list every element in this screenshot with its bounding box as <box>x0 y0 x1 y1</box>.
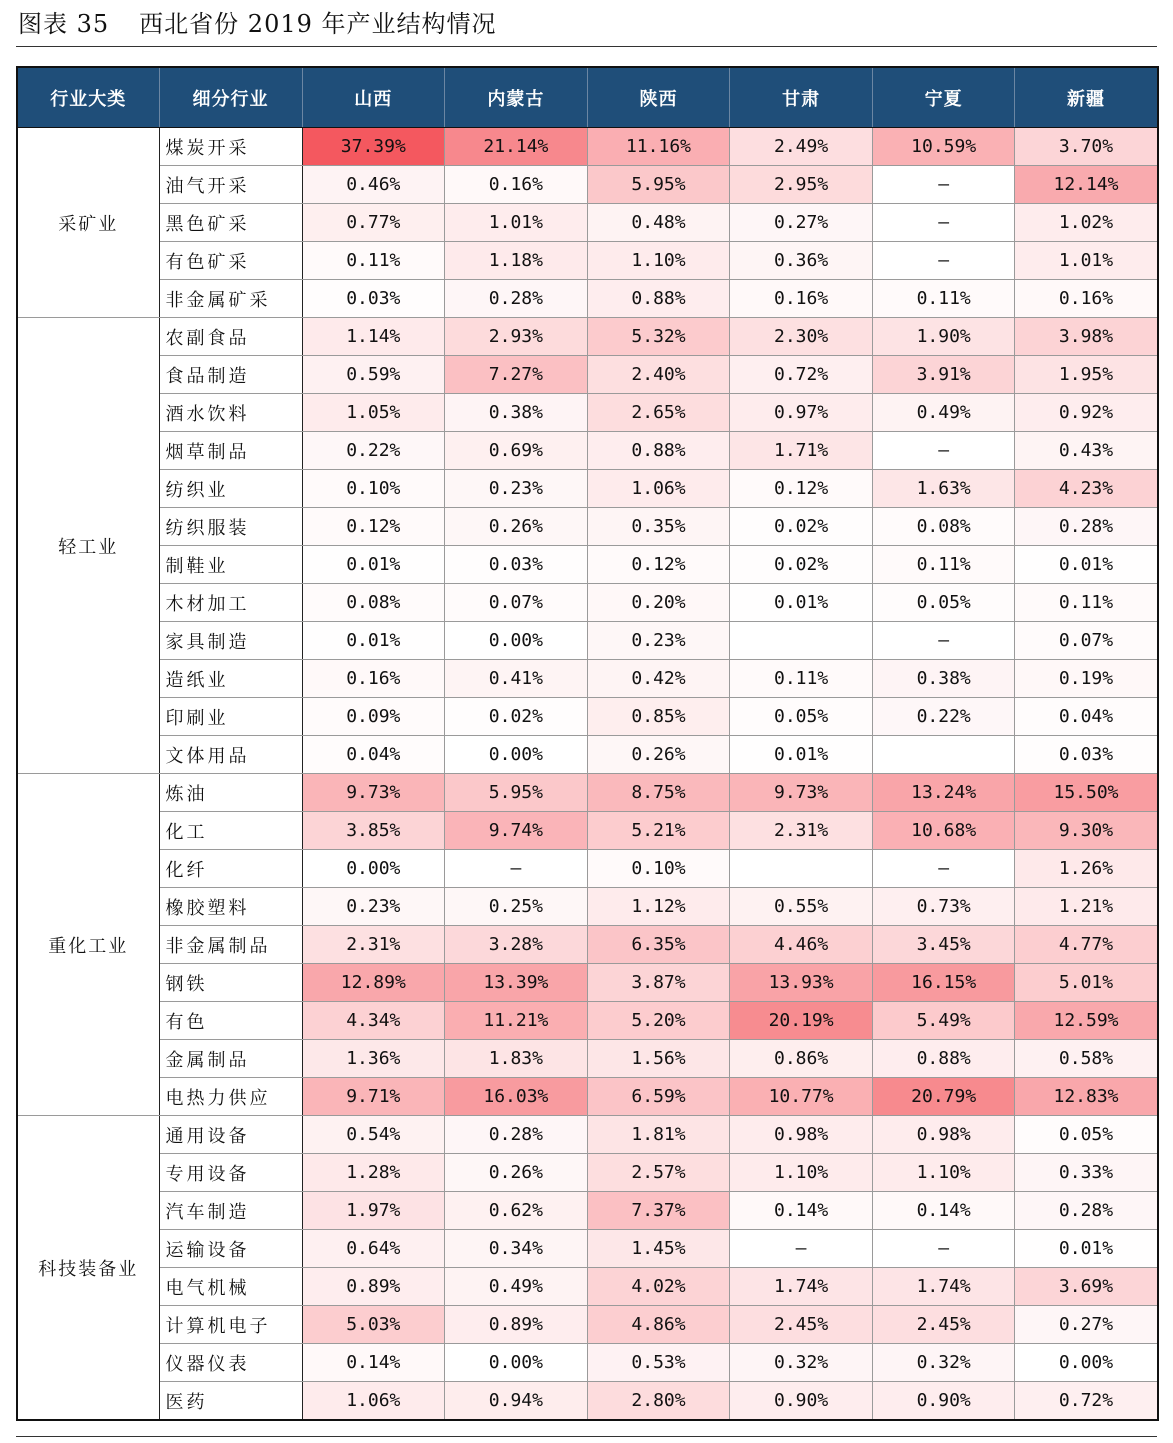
value-cell: 16.15% <box>872 964 1015 1002</box>
value-cell: 0.07% <box>1015 622 1158 660</box>
value-cell: 0.98% <box>730 1116 873 1154</box>
value-cell: 0.20% <box>587 584 730 622</box>
value-cell: 1.14% <box>302 318 445 356</box>
table-header <box>17 67 1158 128</box>
value-cell: 0.28% <box>1015 1192 1158 1230</box>
value-cell: 1.10% <box>587 242 730 280</box>
table-row <box>17 166 1158 204</box>
value-cell: – <box>872 432 1015 470</box>
figure-number: 图表 35 <box>18 10 110 38</box>
value-cell: 0.22% <box>302 432 445 470</box>
value-cell: 2.80% <box>587 1382 730 1421</box>
value-cell: 9.74% <box>445 812 588 850</box>
value-cell: 2.49% <box>730 128 873 166</box>
footer-rule <box>16 1436 1157 1437</box>
value-cell: 0.41% <box>445 660 588 698</box>
value-cell: – <box>872 850 1015 888</box>
value-cell: 0.11% <box>302 242 445 280</box>
category-cell: 采矿业 <box>17 128 159 318</box>
value-cell: 0.88% <box>587 280 730 318</box>
value-cell: 0.32% <box>872 1344 1015 1382</box>
subindustry-cell: 有色矿采 <box>159 242 302 280</box>
value-cell: 6.35% <box>587 926 730 964</box>
value-cell: 12.89% <box>302 964 445 1002</box>
table-row <box>17 318 1158 356</box>
value-cell: 4.34% <box>302 1002 445 1040</box>
value-cell: 2.93% <box>445 318 588 356</box>
table-row <box>17 698 1158 736</box>
header-category: 行业大类 <box>17 67 159 128</box>
value-cell: 3.91% <box>872 356 1015 394</box>
value-cell: 0.88% <box>587 432 730 470</box>
value-cell: 0.04% <box>1015 698 1158 736</box>
value-cell: 0.36% <box>730 242 873 280</box>
value-cell: 4.86% <box>587 1306 730 1344</box>
table-row <box>17 128 1158 166</box>
value-cell: 1.01% <box>445 204 588 242</box>
value-cell: 0.01% <box>1015 546 1158 584</box>
value-cell: 0.38% <box>872 660 1015 698</box>
value-cell: 3.28% <box>445 926 588 964</box>
value-cell: – <box>872 1230 1015 1268</box>
value-cell: 0.01% <box>730 736 873 774</box>
value-cell: 7.37% <box>587 1192 730 1230</box>
value-cell: 0.58% <box>1015 1040 1158 1078</box>
table-row <box>17 850 1158 888</box>
value-cell: 1.36% <box>302 1040 445 1078</box>
value-cell: 0.26% <box>445 1154 588 1192</box>
value-cell: 0.90% <box>730 1382 873 1421</box>
value-cell: – <box>445 850 588 888</box>
subindustry-cell: 运输设备 <box>159 1230 302 1268</box>
subindustry-cell: 电热力供应 <box>159 1078 302 1116</box>
value-cell: 0.01% <box>1015 1230 1158 1268</box>
value-cell: 0.49% <box>445 1268 588 1306</box>
value-cell: 0.07% <box>445 584 588 622</box>
table-row <box>17 622 1158 660</box>
value-cell: 9.73% <box>730 774 873 812</box>
value-cell: 11.21% <box>445 1002 588 1040</box>
figure-caption: 西北省份 2019 年产业结构情况 <box>139 10 497 38</box>
value-cell: 0.32% <box>730 1344 873 1382</box>
value-cell: 0.03% <box>1015 736 1158 774</box>
value-cell: 5.03% <box>302 1306 445 1344</box>
value-cell: 7.27% <box>445 356 588 394</box>
value-cell: 0.46% <box>302 166 445 204</box>
value-cell: 20.79% <box>872 1078 1015 1116</box>
subindustry-cell: 文体用品 <box>159 736 302 774</box>
table-row <box>17 470 1158 508</box>
value-cell: 0.11% <box>730 660 873 698</box>
value-cell: 0.28% <box>445 1116 588 1154</box>
value-cell: 0.35% <box>587 508 730 546</box>
value-cell: 2.95% <box>730 166 873 204</box>
value-cell <box>730 622 873 660</box>
value-cell: – <box>872 622 1015 660</box>
value-cell: 0.02% <box>730 508 873 546</box>
value-cell: 0.16% <box>445 166 588 204</box>
value-cell: 1.45% <box>587 1230 730 1268</box>
value-cell: 4.02% <box>587 1268 730 1306</box>
value-cell: 12.59% <box>1015 1002 1158 1040</box>
subindustry-cell: 农副食品 <box>159 318 302 356</box>
subindustry-cell: 印刷业 <box>159 698 302 736</box>
subindustry-cell: 金属制品 <box>159 1040 302 1078</box>
value-cell: 0.34% <box>445 1230 588 1268</box>
value-cell: 0.97% <box>730 394 873 432</box>
value-cell: 0.01% <box>302 622 445 660</box>
value-cell: 1.26% <box>1015 850 1158 888</box>
value-cell: 5.95% <box>445 774 588 812</box>
value-cell: 0.92% <box>1015 394 1158 432</box>
value-cell: 13.39% <box>445 964 588 1002</box>
category-cell: 轻工业 <box>17 318 159 774</box>
value-cell: 2.45% <box>730 1306 873 1344</box>
table-row <box>17 1078 1158 1116</box>
subindustry-cell: 非金属矿采 <box>159 280 302 318</box>
table-row <box>17 926 1158 964</box>
value-cell: 0.42% <box>587 660 730 698</box>
value-cell: 1.81% <box>587 1116 730 1154</box>
value-cell: 0.00% <box>1015 1344 1158 1382</box>
value-cell: 2.57% <box>587 1154 730 1192</box>
value-cell: 4.77% <box>1015 926 1158 964</box>
value-cell: 0.10% <box>302 470 445 508</box>
value-cell: 0.05% <box>872 584 1015 622</box>
value-cell: 5.20% <box>587 1002 730 1040</box>
subindustry-cell: 电气机械 <box>159 1268 302 1306</box>
header-province: 陕西 <box>587 67 730 128</box>
value-cell: 3.70% <box>1015 128 1158 166</box>
value-cell: 0.27% <box>1015 1306 1158 1344</box>
value-cell: 1.05% <box>302 394 445 432</box>
value-cell: 2.31% <box>730 812 873 850</box>
value-cell: 9.73% <box>302 774 445 812</box>
value-cell: 15.50% <box>1015 774 1158 812</box>
table-row <box>17 964 1158 1002</box>
table-row <box>17 812 1158 850</box>
subindustry-cell: 烟草制品 <box>159 432 302 470</box>
value-cell: 2.31% <box>302 926 445 964</box>
value-cell: 8.75% <box>587 774 730 812</box>
value-cell <box>730 850 873 888</box>
value-cell: 0.28% <box>445 280 588 318</box>
value-cell: 0.72% <box>1015 1382 1158 1421</box>
subindustry-cell: 汽车制造 <box>159 1192 302 1230</box>
value-cell: 0.00% <box>445 736 588 774</box>
subindustry-cell: 纺织业 <box>159 470 302 508</box>
value-cell: 13.93% <box>730 964 873 1002</box>
value-cell: 3.69% <box>1015 1268 1158 1306</box>
figure-title <box>18 6 497 42</box>
table-row <box>17 1344 1158 1382</box>
value-cell: 21.14% <box>445 128 588 166</box>
table-row <box>17 280 1158 318</box>
subindustry-cell: 化工 <box>159 812 302 850</box>
value-cell: 0.98% <box>872 1116 1015 1154</box>
table-row <box>17 356 1158 394</box>
value-cell: – <box>730 1230 873 1268</box>
value-cell: 0.05% <box>730 698 873 736</box>
value-cell: 16.03% <box>445 1078 588 1116</box>
value-cell: 10.59% <box>872 128 1015 166</box>
title-rule <box>16 46 1157 47</box>
value-cell: 0.09% <box>302 698 445 736</box>
value-cell: 0.27% <box>730 204 873 242</box>
value-cell: 0.05% <box>1015 1116 1158 1154</box>
value-cell: 1.56% <box>587 1040 730 1078</box>
table-row <box>17 508 1158 546</box>
value-cell: 0.23% <box>302 888 445 926</box>
subindustry-cell: 食品制造 <box>159 356 302 394</box>
value-cell: 3.45% <box>872 926 1015 964</box>
table-body <box>17 128 1158 1421</box>
value-cell: 1.02% <box>1015 204 1158 242</box>
value-cell: 0.62% <box>445 1192 588 1230</box>
value-cell: 0.72% <box>730 356 873 394</box>
table-row <box>17 432 1158 470</box>
subindustry-cell: 纺织服装 <box>159 508 302 546</box>
value-cell: 5.49% <box>872 1002 1015 1040</box>
subindustry-cell: 煤炭开采 <box>159 128 302 166</box>
value-cell: 12.83% <box>1015 1078 1158 1116</box>
header-province: 新疆 <box>1015 67 1158 128</box>
table-row <box>17 546 1158 584</box>
subindustry-cell: 橡胶塑料 <box>159 888 302 926</box>
table-row <box>17 1306 1158 1344</box>
industry-structure-table <box>16 66 1159 1421</box>
value-cell: 1.71% <box>730 432 873 470</box>
subindustry-cell: 木材加工 <box>159 584 302 622</box>
value-cell: 0.16% <box>302 660 445 698</box>
subindustry-cell: 家具制造 <box>159 622 302 660</box>
value-cell: 0.16% <box>1015 280 1158 318</box>
table-row <box>17 1154 1158 1192</box>
value-cell: 0.26% <box>587 736 730 774</box>
value-cell: 0.14% <box>302 1344 445 1382</box>
value-cell: 0.59% <box>302 356 445 394</box>
subindustry-cell: 酒水饮料 <box>159 394 302 432</box>
subindustry-cell: 非金属制品 <box>159 926 302 964</box>
value-cell: 1.01% <box>1015 242 1158 280</box>
value-cell: 1.18% <box>445 242 588 280</box>
subindustry-cell: 炼油 <box>159 774 302 812</box>
value-cell: 1.74% <box>872 1268 1015 1306</box>
value-cell: 1.97% <box>302 1192 445 1230</box>
value-cell: 5.95% <box>587 166 730 204</box>
value-cell: 0.48% <box>587 204 730 242</box>
value-cell: 0.89% <box>302 1268 445 1306</box>
value-cell: 0.02% <box>730 546 873 584</box>
value-cell: 5.01% <box>1015 964 1158 1002</box>
value-cell: 2.30% <box>730 318 873 356</box>
subindustry-cell: 仪器仪表 <box>159 1344 302 1382</box>
value-cell: 0.25% <box>445 888 588 926</box>
value-cell: – <box>872 242 1015 280</box>
value-cell: 0.00% <box>445 622 588 660</box>
subindustry-cell: 化纤 <box>159 850 302 888</box>
value-cell: 4.23% <box>1015 470 1158 508</box>
value-cell: – <box>872 204 1015 242</box>
value-cell: 3.98% <box>1015 318 1158 356</box>
value-cell: 10.68% <box>872 812 1015 850</box>
value-cell: 0.33% <box>1015 1154 1158 1192</box>
value-cell: 0.12% <box>587 546 730 584</box>
header-province: 宁夏 <box>872 67 1015 128</box>
table-row <box>17 584 1158 622</box>
value-cell: 1.83% <box>445 1040 588 1078</box>
category-cell: 科技装备业 <box>17 1116 159 1421</box>
table-row <box>17 1116 1158 1154</box>
subindustry-cell: 黑色矿采 <box>159 204 302 242</box>
table-row <box>17 1002 1158 1040</box>
table-row <box>17 1040 1158 1078</box>
value-cell: 0.55% <box>730 888 873 926</box>
value-cell: 0.08% <box>872 508 1015 546</box>
value-cell: 1.63% <box>872 470 1015 508</box>
value-cell: 0.77% <box>302 204 445 242</box>
value-cell: 0.08% <box>302 584 445 622</box>
value-cell: 0.01% <box>302 546 445 584</box>
value-cell: 0.12% <box>302 508 445 546</box>
value-cell: 0.89% <box>445 1306 588 1344</box>
value-cell: 1.95% <box>1015 356 1158 394</box>
value-cell: 0.23% <box>445 470 588 508</box>
value-cell: 12.14% <box>1015 166 1158 204</box>
value-cell: 10.77% <box>730 1078 873 1116</box>
value-cell: 0.85% <box>587 698 730 736</box>
header-row <box>17 67 1158 128</box>
value-cell: 0.19% <box>1015 660 1158 698</box>
value-cell: 20.19% <box>730 1002 873 1040</box>
value-cell: 3.87% <box>587 964 730 1002</box>
table-row <box>17 736 1158 774</box>
value-cell: 0.04% <box>302 736 445 774</box>
value-cell: 0.64% <box>302 1230 445 1268</box>
value-cell: 0.28% <box>1015 508 1158 546</box>
table-row <box>17 394 1158 432</box>
table-row <box>17 660 1158 698</box>
value-cell: 0.69% <box>445 432 588 470</box>
table-row <box>17 1268 1158 1306</box>
value-cell: 37.39% <box>302 128 445 166</box>
table-row <box>17 1230 1158 1268</box>
value-cell: 0.03% <box>302 280 445 318</box>
value-cell: 2.65% <box>587 394 730 432</box>
table-row <box>17 1192 1158 1230</box>
value-cell: 4.46% <box>730 926 873 964</box>
value-cell: 5.21% <box>587 812 730 850</box>
value-cell: 0.02% <box>445 698 588 736</box>
category-cell: 重化工业 <box>17 774 159 1116</box>
table-row <box>17 888 1158 926</box>
subindustry-cell: 计算机电子 <box>159 1306 302 1344</box>
header-province: 内蒙古 <box>445 67 588 128</box>
value-cell: 1.74% <box>730 1268 873 1306</box>
value-cell: 0.11% <box>872 280 1015 318</box>
value-cell: 11.16% <box>587 128 730 166</box>
subindustry-cell: 有色 <box>159 1002 302 1040</box>
value-cell: 0.11% <box>1015 584 1158 622</box>
header-province: 甘肃 <box>730 67 873 128</box>
value-cell: 0.11% <box>872 546 1015 584</box>
subindustry-cell: 制鞋业 <box>159 546 302 584</box>
value-cell: 0.73% <box>872 888 1015 926</box>
table-row <box>17 774 1158 812</box>
subindustry-cell: 医药 <box>159 1382 302 1421</box>
value-cell: 0.53% <box>587 1344 730 1382</box>
value-cell: 9.71% <box>302 1078 445 1116</box>
value-cell: 0.86% <box>730 1040 873 1078</box>
value-cell: 0.94% <box>445 1382 588 1421</box>
header-subindustry: 细分行业 <box>159 67 302 128</box>
table-row <box>17 242 1158 280</box>
value-cell: 0.23% <box>587 622 730 660</box>
value-cell: 0.00% <box>302 850 445 888</box>
value-cell: 1.12% <box>587 888 730 926</box>
table-row <box>17 204 1158 242</box>
value-cell: 1.10% <box>872 1154 1015 1192</box>
value-cell: 0.12% <box>730 470 873 508</box>
value-cell: 1.06% <box>302 1382 445 1421</box>
value-cell: 5.32% <box>587 318 730 356</box>
value-cell <box>872 736 1015 774</box>
subindustry-cell: 油气开采 <box>159 166 302 204</box>
subindustry-cell: 通用设备 <box>159 1116 302 1154</box>
value-cell: 0.03% <box>445 546 588 584</box>
value-cell: 1.06% <box>587 470 730 508</box>
value-cell: 0.49% <box>872 394 1015 432</box>
value-cell: 13.24% <box>872 774 1015 812</box>
value-cell: 0.88% <box>872 1040 1015 1078</box>
value-cell: 0.16% <box>730 280 873 318</box>
value-cell: 1.28% <box>302 1154 445 1192</box>
subindustry-cell: 造纸业 <box>159 660 302 698</box>
header-province: 山西 <box>302 67 445 128</box>
table-row <box>17 1382 1158 1421</box>
value-cell: 0.10% <box>587 850 730 888</box>
value-cell: 2.45% <box>872 1306 1015 1344</box>
value-cell: 6.59% <box>587 1078 730 1116</box>
value-cell: 9.30% <box>1015 812 1158 850</box>
value-cell: 0.22% <box>872 698 1015 736</box>
value-cell: 2.40% <box>587 356 730 394</box>
value-cell: – <box>872 166 1015 204</box>
value-cell: 0.38% <box>445 394 588 432</box>
value-cell: 0.43% <box>1015 432 1158 470</box>
subindustry-cell: 专用设备 <box>159 1154 302 1192</box>
value-cell: 0.14% <box>872 1192 1015 1230</box>
value-cell: 0.00% <box>445 1344 588 1382</box>
value-cell: 0.26% <box>445 508 588 546</box>
value-cell: 0.90% <box>872 1382 1015 1421</box>
value-cell: 0.54% <box>302 1116 445 1154</box>
value-cell: 1.90% <box>872 318 1015 356</box>
value-cell: 1.21% <box>1015 888 1158 926</box>
value-cell: 0.14% <box>730 1192 873 1230</box>
value-cell: 0.01% <box>730 584 873 622</box>
value-cell: 1.10% <box>730 1154 873 1192</box>
value-cell: 3.85% <box>302 812 445 850</box>
subindustry-cell: 钢铁 <box>159 964 302 1002</box>
